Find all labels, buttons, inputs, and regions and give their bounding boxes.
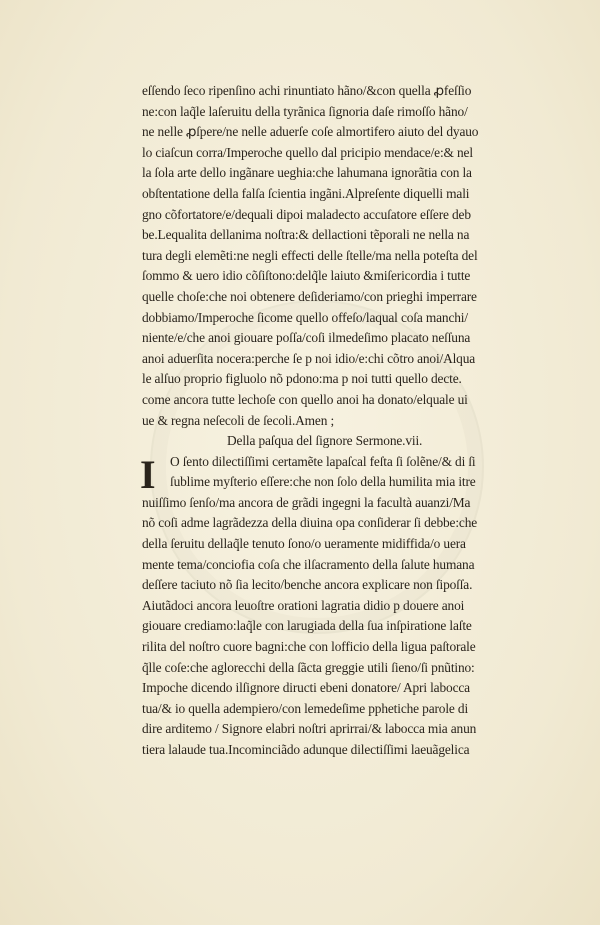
text-line: deſſere taciuto nõ ſia lecito/benche ancora explicare non ſipoſſa.	[142, 577, 473, 593]
text-line: della ſeruitu dellaq̃le tenuto ſono/o ueramente midiffida/o uera	[142, 536, 466, 552]
text-line: dobbiamo/Imperoche ſicome quello offeſo/laqual coſa manchi/	[142, 309, 468, 325]
text-line: anoi aduerſita nocera:perche ſe p noi idio/e:chi cõtro anoi/Alqua	[142, 350, 476, 366]
text-line: niente/e/che anoi giouare poſſa/coſi ilmedeſimo placato neſſuna	[142, 330, 471, 346]
text-line: obſtentatione della falſa ſcientia ingãni.Alpreſente diquelli mali	[142, 185, 470, 201]
text-line: le alſuo proprio figluolo nõ pdono:ma p noi tutti quello decte.	[142, 371, 462, 387]
paragraph-continued	[142, 81, 578, 431]
drop-initial: I	[140, 451, 156, 497]
text-line: nuiſſimo ſenſo/ma ancora de grãdi ingegni la facultà auanzi/Ma	[142, 494, 471, 510]
text-line: nõ coſi adme lagrãdezza della diuina opa conſiderar ſi debbe:che	[142, 515, 478, 531]
text-line: eſſendo ſeco ripenſino achi rinuntiato hãno/&con quella ꝓfeſſio	[142, 83, 472, 98]
text-line: O ſento dilectiſſimi certamẽte lapaſcal feſta ſi ſolẽne/& di ſi	[170, 453, 476, 469]
text-line: ne:con laq̃le laſeruitu della tyrãnica ſignoria daſe rimoſſo hãno/	[142, 103, 468, 119]
sermon-heading: Della paſqua del ſignore Sermone.vii.	[227, 433, 423, 449]
text-line: come ancora tutte lechoſe con quello anoi ha donato/elquale ui	[142, 391, 468, 407]
text-line: Impoche dicendo ilſignore diructi ebeni donatore/ Apri labocca	[142, 680, 470, 696]
text-line: ſommo & uero idio cõſiſtono:delq̃le laiuto &miſericordia i tutte	[142, 268, 471, 284]
paragraph-sermon	[142, 452, 578, 761]
text-line: rilita del noſtro cuore bagni:che con lofficio della ligua paſtorale	[142, 639, 476, 655]
text-line: tura degli elemẽti:ne negli effecti delle ſtelle/ma nella poteſta del	[142, 247, 478, 263]
text-block	[142, 81, 578, 761]
text-line: giouare crediamo:laq̃le con larugiada della ſua inſpiratione laſte	[142, 618, 472, 634]
text-line: gno cõfortatore/e/dequali dipoi maladecto accuſatore eſſere deb	[142, 206, 471, 222]
text-line: ne nelle ꝓſpere/ne nelle aduerſe coſe almortifero aiuto del dyauo	[142, 124, 479, 140]
text-line: q̃lle coſe:che aglorecchi della ſãcta greggie utili ſieno/ſi pnũtino:	[142, 659, 475, 675]
text-line: dire arditemo / Signore elabri noſtri aprirrai/& labocca mia anun	[142, 721, 477, 737]
text-line: tua/& io quella adempiero/con lemedeſime pphetiche parole di	[142, 700, 469, 716]
text-line: mente tema/conciofia coſa che ilſacramento della ſalute humana	[142, 556, 475, 572]
text-line: be.Lequalita dellanima noſtra:& dellactioni tẽporali ne nella na	[142, 227, 470, 243]
text-line: tiera lalaude tua.Incominciãdo adunque dilectiſſimi laeuãgelica	[142, 742, 470, 757]
text-line: quelle choſe:che noi obtenere deſideriamo/con prieghi imperrare	[142, 288, 477, 304]
text-line: ue & regna neſecoli de ſecoli.Amen ;	[142, 412, 335, 428]
text-line: ſublime myſterio eſſere:che non ſolo della humilita mia itre	[170, 474, 476, 490]
text-line: la ſola arte dello ingãnare ueghia:che lahumana ignorãtia con la	[142, 165, 472, 181]
text-line: Aiutãdoci ancora leuoſtre orationi lagratia didio p douere anoi	[142, 597, 465, 613]
text-line: lo ciaſcun corra/Imperoche quello dal pricipio mendace/e:& nel	[142, 144, 473, 160]
